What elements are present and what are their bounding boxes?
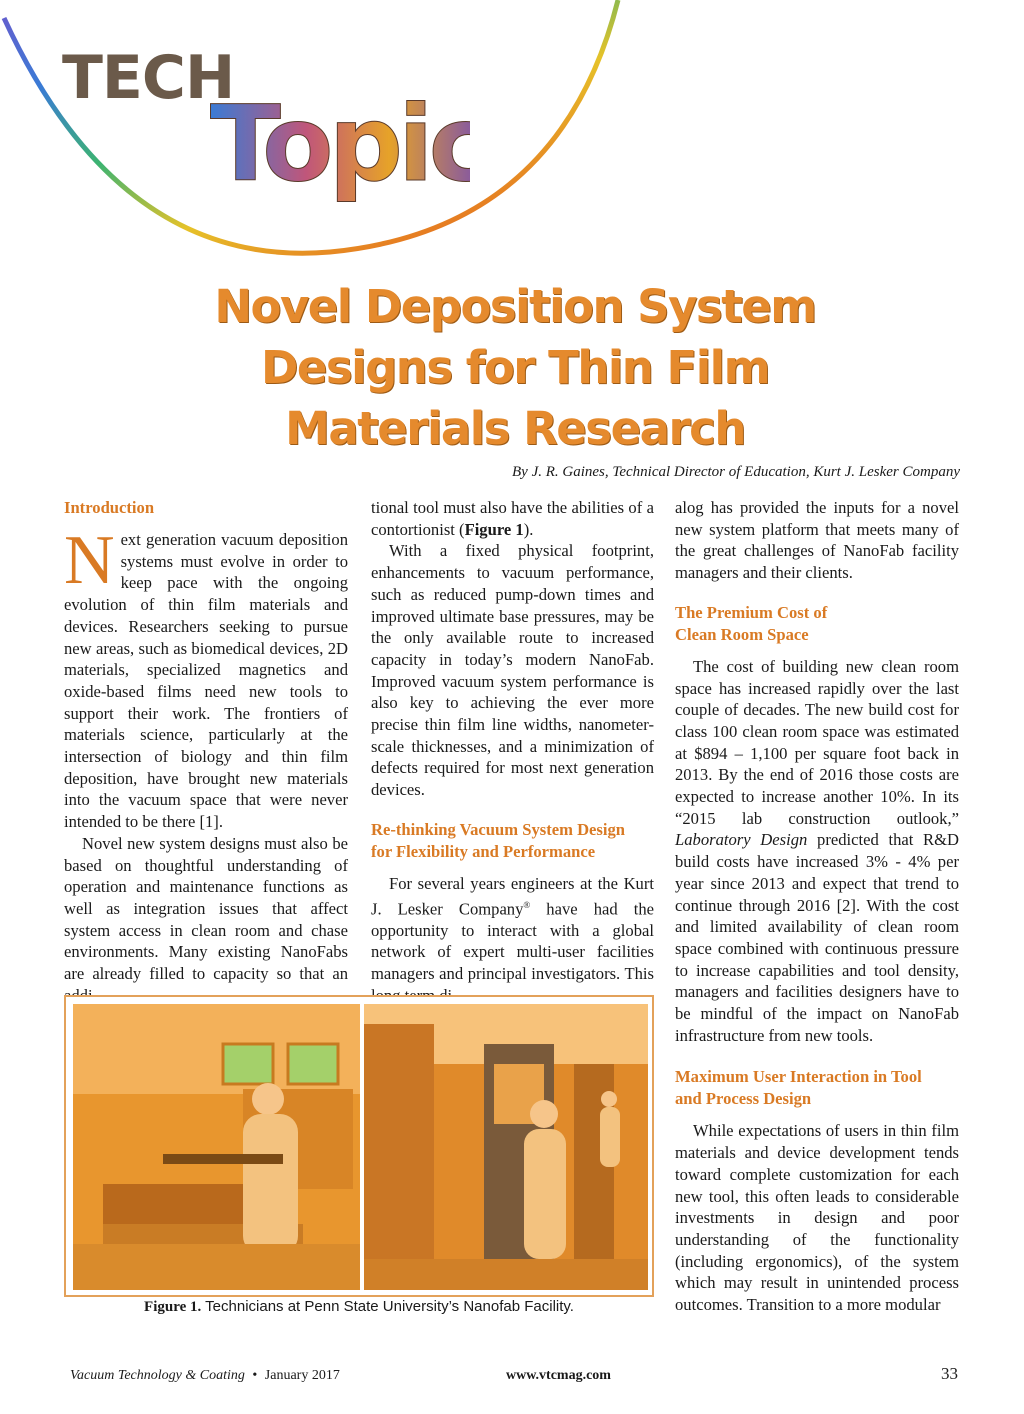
col2-p3-text-b: have had the opportunity to interact with a global network of expert multi-user facilities managers and principal investigators. This (371, 899, 654, 984)
heading-user-interaction (675, 1066, 959, 1110)
drop-cap: N (64, 522, 115, 599)
heading-rethinking-line-1: Re-thinking Vacuum System Design (371, 819, 626, 839)
footer-date: January 2017 (264, 1368, 340, 1383)
figure-caption-text: Technicians at Penn State University’s Nanofab Facility. (201, 1298, 574, 1315)
registered-mark: ® (523, 899, 531, 910)
figure-photo-left (73, 1004, 360, 1290)
intro-paragraph-1 (64, 522, 348, 833)
heading-introduction: Introduction (64, 498, 155, 517)
topic-wordmark (210, 92, 470, 221)
footer-url[interactable]: www.vtcmag.com (506, 1368, 611, 1383)
column-3 (675, 497, 959, 1316)
figure-photo-right (364, 1004, 648, 1290)
col2-p1-text-b: ). (523, 519, 534, 539)
col2-p3-text-a: For several years engineers at the Kurt J. Lesker Company (371, 873, 654, 919)
title-line-1: Novel Deposition System (214, 280, 816, 333)
heading-rethinking (371, 819, 654, 863)
heading-user-interaction-line-2: and Process Design (675, 1089, 812, 1109)
col3-paragraph-2 (675, 656, 959, 1047)
heading-premium-cost-line-1: The Premium Cost of (675, 602, 828, 622)
footer-journal (70, 1368, 340, 1384)
title-line-3: Materials Research (285, 402, 745, 455)
heading-user-interaction-line-1: Maximum User Interaction in Tool (675, 1067, 922, 1087)
col2-paragraph-2: With a fixed physical footprint, enhancements to vacuum performance, such as reduced pump-down times and improved ultimate base pressures, may be the only available route to increased capacity in today’s modern NanoFab. Improved vacuum system performance is also key to achieving the ever more precise thin film line widths, nanometer-scale thicknesses, and a minimization of defects required for most next generation devices. (371, 541, 654, 800)
laboratory-design-title: Laboratory Design (675, 830, 808, 850)
intro-paragraph-2: Novel new system designs must also be based on thoughtful understanding of operation and maintenance functions as well as integration issues that affect system access in clean room and chase environments. Many existing NanoFabs are already filled to capacity so that an (64, 833, 348, 984)
col3-paragraph-1: alog has provided the inputs for a novel new system platform that meets many of the great challenges of NanoFab facility managers and their clients. (675, 498, 959, 583)
article-title (120, 276, 910, 459)
col2-paragraph-3 (371, 873, 654, 1007)
intro-paragraph-1-text: ext generation vacuum deposition systems must evolve in order to keep pace with the ongoing evolution of thin film materials and devices. Researchers seeking to pursue new areas, such as biomedical devices, 2D materials, specialized magnetics and oxide-based films need new tools to support their work. The frontiers of materials science, particularly at the intersection of biology and thin film deposition, have brought new materials into the vacuum space that were never intended to be there [1]. (64, 530, 348, 832)
page-number: 33 (941, 1364, 958, 1383)
title-line-2: Designs for Thin Film (261, 341, 769, 394)
col2-paragraph-1 (371, 497, 654, 540)
topic-text: Topic (210, 92, 470, 202)
col3-p2-text-a: The cost of building new clean room space has increased rapidly over the last couple of decades. The new build cost for class 100 clean room space was estimated at $894 – 1,100 per square foot back in 2013. By the end of 2016 those costs are expected to increase another 10%. In its “2015 lab construction outlook,” (675, 656, 959, 828)
figure-caption-label: Figure 1. (144, 1299, 202, 1315)
tech-wordmark: TECH (62, 43, 235, 113)
figure-1 (64, 995, 654, 1297)
figure-1-reference: Figure 1 (464, 519, 524, 539)
byline: By J. R. Gaines, Technical Director of Education, Kurt J. Lesker Company (512, 464, 960, 480)
col3-paragraph-3: While expectations of users in thin film materials and device development tends toward complete customization for each new tool, this often leads to considerable investments in design and poor understanding of the functionality (including ergonomics), of the system which may result in unintended process outcomes. Transition to a more modular (675, 1121, 959, 1315)
heading-premium-cost-line-2: Clean Room Space (675, 624, 809, 644)
column-2 (371, 497, 654, 1007)
figure-1-caption (64, 1298, 654, 1316)
col3-p2-text-b: predicted that R&D build costs have increased 3% - 4% per year since 2013 and expect that trend to continue through 2016 [2]. With the cost and limited availability of clean room space combined with continuous pressure to increase capabilities and tool density, managers and facilities designers have to be mindful of the impact on NanoFab infrastructure from new tools. (675, 830, 959, 1045)
footer-journal-name: Vacuum Technology & Coating (70, 1368, 245, 1383)
footer-bullet: • (252, 1368, 258, 1383)
col2-p1-text-a: tional tool must also have the abilities of a contortionist ( (371, 498, 654, 539)
column-1 (64, 497, 348, 1006)
heading-rethinking-line-2: for Flexibility and Performance (371, 841, 596, 861)
heading-premium-cost (675, 602, 959, 646)
